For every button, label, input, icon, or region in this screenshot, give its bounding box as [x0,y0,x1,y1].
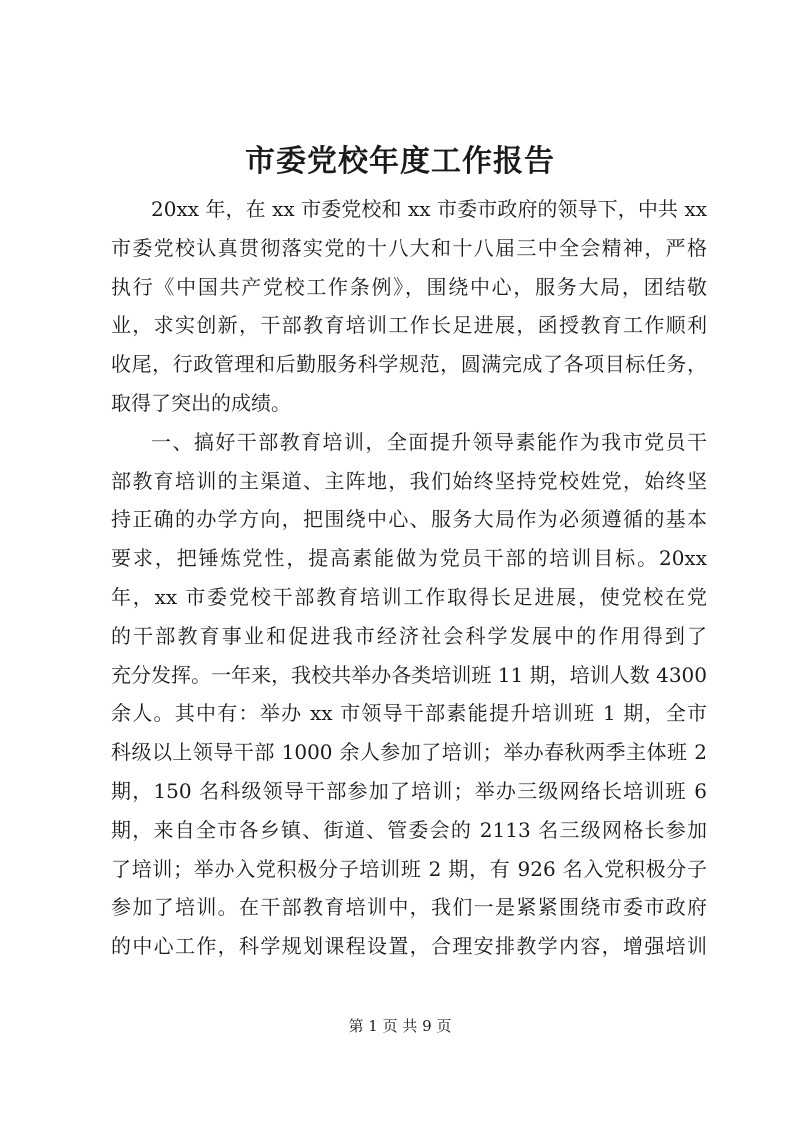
paragraph-2-line: 期，来自全市各乡镇、街道、管委会的 2113 名三级网格长参加 [111,817,707,842]
paragraph-1-line: 取得了突出的成绩。 [111,390,291,415]
paragraph-2-line: 科级以上领导干部 1000 余人参加了培训；举办春秋两季主体班 2 [111,740,707,765]
paragraph-2-line: 的干部教育事业和促进我市经济社会科学发展中的作用得到了 [111,623,707,648]
page-indicator: 第 1 页 共 9 页 [348,1017,452,1035]
paragraph-2-line: 充分发挥。一年来，我校共举办各类培训班 11 期，培训人数 4300 [111,662,707,687]
paragraph-1-line: 执行《中国共产党校工作条例》，围绕中心，服务大局，团结敬 [111,274,707,299]
paragraph-2-line: 要求，把锤炼党性，提高素能做为党员干部的培训目标。20xx [111,546,707,571]
paragraph-2-line: 期，150 名科级领导干部参加了培训；举办三级网络长培训班 6 [111,778,707,803]
paragraph-1-line: 业，求实创新，干部教育培训工作长足进展，函授教育工作顺利 [111,313,707,338]
paragraph-2-line: 部教育培训的主渠道、主阵地，我们始终坚持党校姓党，始终坚 [111,468,707,493]
paragraph-2-line: 持正确的办学方向，把围绕中心、服务大局作为必须遵循的基本 [111,507,707,532]
paragraph-2-line: 一、搞好干部教育培训，全面提升领导素能作为我市党员干 [151,429,707,454]
paragraph-2-line: 年，xx 市委党校干部教育培训工作取得长足进展，使党校在党 [111,584,707,609]
document-title: 市委党校年度工作报告 [245,144,555,179]
paragraph-1-line: 20xx 年，在 xx 市委党校和 xx 市委市政府的领导下，中共 xx [151,197,707,221]
paragraph-2-line: 参加了培训。在干部教育培训中，我们一是紧紧围绕市委市政府 [111,895,707,920]
paragraph-2-line: 的中心工作，科学规划课程设置，合理安排教学内容，增强培训 [111,934,707,959]
document-body [111,190,707,966]
paragraph-1-line: 市委党校认真贯彻落实党的十八大和十八届三中全会精神，严格 [111,235,707,260]
paragraph-1-line: 收尾，行政管理和后勤服务科学规范，圆满完成了各项目标任务， [111,352,707,377]
paragraph-2-line: 了培训；举办入党积极分子培训班 2 期，有 926 名入党积极分子 [111,856,707,881]
paragraph-2-line: 余人。其中有：举办 xx 市领导干部素能提升培训班 1 期，全市 [111,701,707,726]
